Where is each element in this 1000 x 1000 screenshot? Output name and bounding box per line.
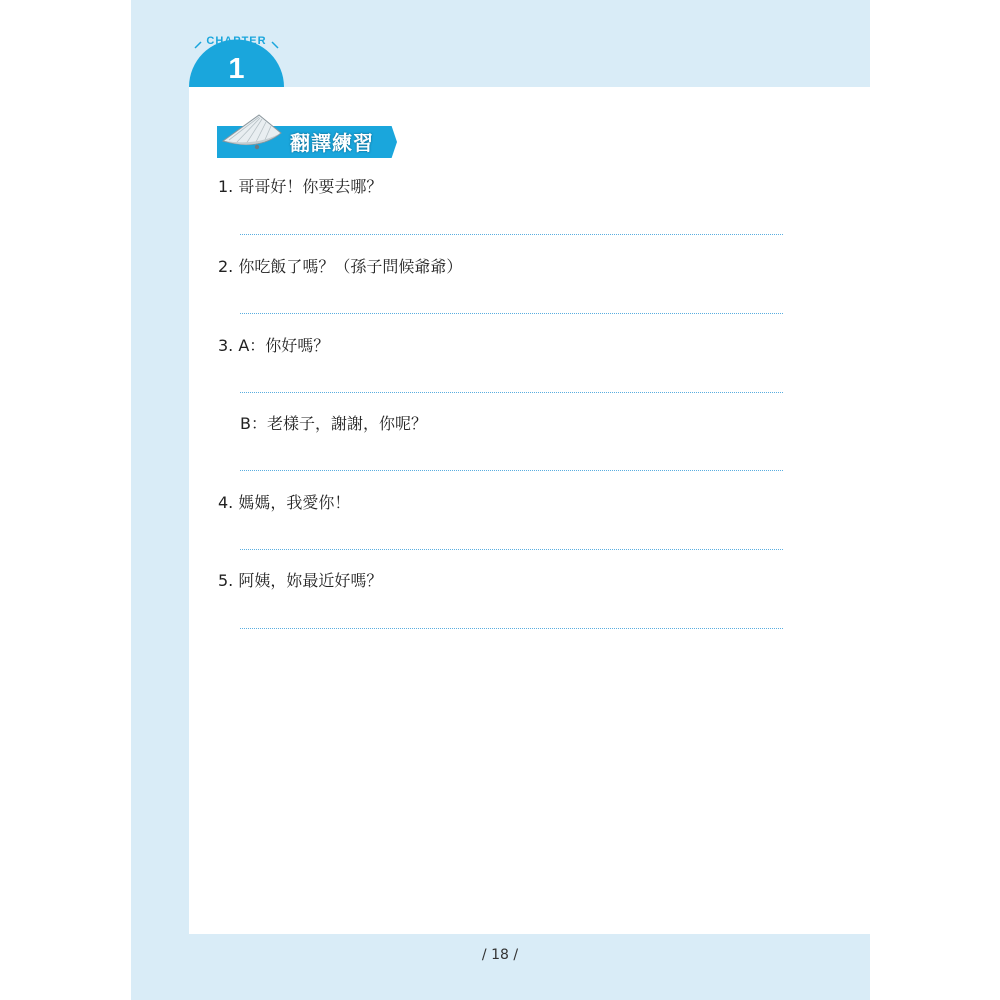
section-title: 翻譯練習 (290, 131, 374, 155)
answer-line-3b[interactable] (240, 470, 783, 471)
question-5: 5. 阿姨，妳最近好嗎？ (218, 571, 383, 590)
question-2: 2. 你吃飯了嗎？（孫子問候爺爺） (218, 257, 463, 276)
page-number: / 18 / (481, 947, 519, 963)
answer-line-3a[interactable] (240, 392, 783, 393)
answer-line-1[interactable] (240, 234, 783, 235)
conical-hat-icon (219, 111, 285, 153)
question-4: 4. 媽媽，我愛你！ (218, 493, 351, 512)
question-3a: 3. A：你好嗎？ (218, 336, 330, 355)
section-header (217, 111, 401, 159)
chapter-number: 1 (228, 53, 245, 85)
answer-line-4[interactable] (240, 549, 783, 550)
chapter-label: CHAPTER (206, 35, 267, 47)
question-1: 1. 哥哥好！你要去哪？ (218, 177, 383, 196)
answer-line-2[interactable] (240, 313, 783, 314)
question-3b: B：老樣子，謝謝，你呢？ (240, 414, 427, 433)
answer-line-5[interactable] (240, 628, 783, 629)
chapter-tab (189, 26, 284, 87)
